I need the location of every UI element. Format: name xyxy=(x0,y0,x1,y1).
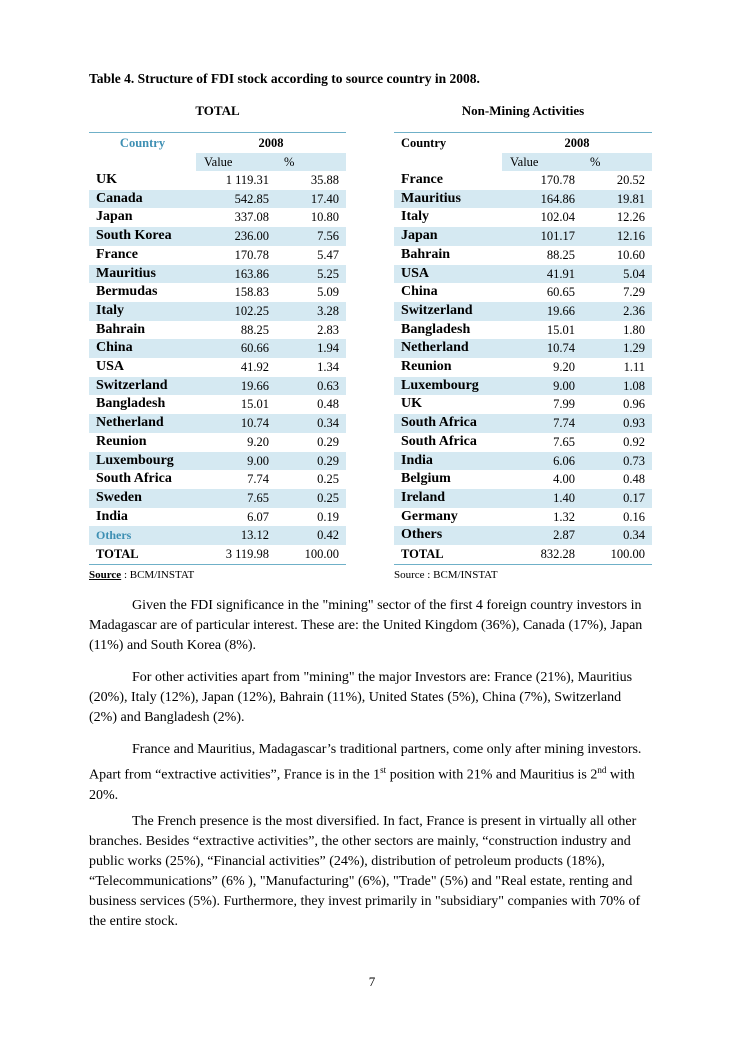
subheader-blank xyxy=(394,153,502,171)
others-percent: 0.34 xyxy=(623,528,645,543)
percent-cell: 2.83 xyxy=(317,322,339,337)
percent-cell: 1.94 xyxy=(317,341,339,356)
country-cell: Belgium xyxy=(401,471,451,487)
page-number: 7 xyxy=(368,974,376,989)
percent-cell: 12.26 xyxy=(616,210,645,225)
country-cell: Japan xyxy=(401,228,438,244)
table-row xyxy=(394,395,652,414)
percent-cell: 5.25 xyxy=(317,266,339,281)
table-row xyxy=(89,358,346,377)
paragraph-4 xyxy=(89,812,649,932)
right-table-source: Source : BCM/INSTAT xyxy=(394,569,498,581)
percent-cell: 0.25 xyxy=(317,490,339,505)
country-cell: Bangladesh xyxy=(401,321,471,337)
others-value: 2.87 xyxy=(553,528,575,543)
country-cell: Bangladesh xyxy=(96,396,166,412)
country-cell: Luxembourg xyxy=(96,452,174,468)
country-cell: Italy xyxy=(401,209,429,225)
table-row xyxy=(89,395,346,414)
country-cell: Netherland xyxy=(401,340,469,356)
value-cell: 60.65 xyxy=(546,285,575,300)
country-cell: India xyxy=(401,452,433,468)
value-cell: 1 119.31 xyxy=(225,173,269,187)
percent-cell: 1.29 xyxy=(623,341,645,356)
percent-cell: 17.40 xyxy=(310,191,339,206)
others-label: Others xyxy=(96,528,132,543)
table-row xyxy=(394,339,652,358)
country-cell: Japan xyxy=(96,209,133,225)
percent-cell: 0.92 xyxy=(623,434,645,449)
value-cell: 236.00 xyxy=(234,229,269,244)
value-header: Value xyxy=(196,153,276,171)
value-cell: 7.65 xyxy=(553,434,575,449)
percent-cell: 20.52 xyxy=(616,173,645,187)
total-percent: 100.00 xyxy=(610,547,645,562)
percent-cell: 5.09 xyxy=(317,285,339,300)
value-cell: 1.40 xyxy=(553,490,575,505)
table-row xyxy=(89,321,346,340)
superscript-st: st xyxy=(380,765,387,775)
country-cell: France xyxy=(96,246,138,262)
country-cell: UK xyxy=(96,172,117,187)
percent-cell: 5.04 xyxy=(623,266,645,281)
value-cell: 19.66 xyxy=(546,303,575,318)
table-row xyxy=(89,470,346,489)
value-cell: 102.04 xyxy=(540,210,575,225)
country-cell: Bermudas xyxy=(96,284,158,300)
percent-cell: 0.16 xyxy=(623,509,645,524)
country-cell: China xyxy=(401,284,438,300)
value-cell: 7.74 xyxy=(553,416,575,431)
value-cell: 170.78 xyxy=(234,247,269,262)
percent-cell: 5.47 xyxy=(317,247,339,262)
value-cell: 60.66 xyxy=(240,341,269,356)
value-cell: 9.00 xyxy=(553,378,575,393)
table-row xyxy=(89,171,346,190)
others-percent: 0.42 xyxy=(317,528,339,543)
table-header-row xyxy=(89,133,346,154)
percent-cell: 12.16 xyxy=(616,229,645,244)
country-cell: Mauritius xyxy=(96,265,156,281)
country-cell: Bahrain xyxy=(96,321,146,337)
table-row xyxy=(394,508,652,527)
percent-cell: 1.80 xyxy=(623,322,645,337)
value-cell: 9.00 xyxy=(247,453,269,468)
percent-cell: 0.29 xyxy=(317,434,339,449)
paragraph-3-text-a: France and Mauritius, Madagascar’s traditional partners, come only after mining investors. Apart from “extractive activities”, France is in the 1 xyxy=(89,742,642,783)
country-cell: South Africa xyxy=(401,433,477,449)
superscript-nd: nd xyxy=(597,765,607,775)
percent-cell: 0.73 xyxy=(623,453,645,468)
percent-cell: 1.11 xyxy=(623,360,645,375)
table-row xyxy=(89,414,346,433)
others-label: Others xyxy=(401,527,443,543)
table-row xyxy=(89,265,346,284)
value-cell: 6.06 xyxy=(553,453,575,468)
percent-cell: 0.48 xyxy=(317,397,339,412)
table-row xyxy=(89,508,346,527)
country-cell: South Africa xyxy=(401,415,477,431)
non-mining-fdi-table xyxy=(394,132,652,565)
country-cell: Reunion xyxy=(401,359,452,375)
percent-cell: 10.60 xyxy=(616,247,645,262)
year-header: 2008 xyxy=(564,136,590,150)
percent-cell: 0.96 xyxy=(623,397,645,412)
percent-cell: 2.36 xyxy=(623,303,645,318)
percent-cell: 7.56 xyxy=(317,229,339,244)
value-cell: 170.78 xyxy=(540,173,575,187)
value-cell: 88.25 xyxy=(240,322,269,337)
value-cell: 6.07 xyxy=(247,509,269,524)
value-cell: 1.32 xyxy=(553,509,575,524)
table-subheader-row xyxy=(394,153,652,171)
others-value: 13.12 xyxy=(240,528,269,543)
value-cell: 102.25 xyxy=(234,303,269,318)
value-cell: 15.01 xyxy=(240,397,269,412)
percent-cell: 0.25 xyxy=(317,472,339,487)
percent-cell: 0.17 xyxy=(623,490,645,505)
country-cell: Netherland xyxy=(96,415,164,431)
table-row xyxy=(89,283,346,302)
country-cell: USA xyxy=(401,265,430,281)
value-cell: 10.74 xyxy=(546,341,575,356)
table-row xyxy=(394,171,652,190)
paragraph-4-text: The French presence is the most diversified. In fact, France is present in virtually all other branches. Besides “extractive activities”, the other sectors are mainly, “construction industry and public works (25%), “Financial activities” (24%), distribution of petroleum products (18%), “Telecommunications” (6% ), "Manufacturing" (6%), "Trade" (5%) and "Real estate, renting and business services (5%). Furthermore, they invest primarily in "subsidiary" companies with 70% of the entire stock. xyxy=(89,814,641,929)
table-row xyxy=(394,302,652,321)
value-cell: 158.83 xyxy=(234,285,269,300)
percent-cell: 19.81 xyxy=(616,191,645,206)
percent-cell: 3.28 xyxy=(317,303,339,318)
country-cell: Sweden xyxy=(96,489,142,505)
country-cell: Italy xyxy=(96,302,124,318)
country-cell: France xyxy=(401,172,443,187)
country-cell: South Africa xyxy=(96,471,172,487)
country-cell: China xyxy=(96,340,133,356)
value-cell: 337.08 xyxy=(234,210,269,225)
table-row xyxy=(89,339,346,358)
value-cell: 9.20 xyxy=(247,434,269,449)
table-row xyxy=(89,227,346,246)
table-row xyxy=(394,246,652,265)
percent-header: % xyxy=(276,153,346,171)
country-cell: Canada xyxy=(96,190,143,206)
table-row xyxy=(394,358,652,377)
value-cell: 88.25 xyxy=(546,247,575,262)
table-row xyxy=(394,433,652,452)
percent-cell: 35.88 xyxy=(310,173,339,187)
value-cell: 164.86 xyxy=(540,191,575,206)
table-row xyxy=(89,302,346,321)
country-cell: South Korea xyxy=(96,228,172,244)
value-cell: 19.66 xyxy=(240,378,269,393)
country-cell: India xyxy=(96,508,128,524)
percent-header: % xyxy=(582,153,652,171)
table-row xyxy=(394,227,652,246)
total-fdi-table xyxy=(89,132,346,565)
total-label: TOTAL xyxy=(401,547,444,562)
others-row xyxy=(89,526,346,545)
table-row xyxy=(89,489,346,508)
country-header: Country xyxy=(119,136,166,150)
country-cell: Bahrain xyxy=(401,246,451,262)
value-cell: 7.74 xyxy=(247,472,269,487)
country-cell: Switzerland xyxy=(401,302,473,318)
right-table-caption: Non-Mining Activities xyxy=(461,103,585,118)
others-row xyxy=(394,526,652,545)
table-row xyxy=(89,208,346,227)
value-cell: 7.65 xyxy=(247,490,269,505)
value-cell: 15.01 xyxy=(546,322,575,337)
country-cell: USA xyxy=(96,359,125,375)
total-value: 832.28 xyxy=(540,547,575,562)
value-cell: 41.92 xyxy=(240,360,269,375)
table-row xyxy=(394,265,652,284)
total-label: TOTAL xyxy=(96,547,139,562)
table-row xyxy=(394,489,652,508)
total-value: 3 119.98 xyxy=(225,547,269,562)
table-title: Table 4. Structure of FDI stock according to source country in 2008. xyxy=(89,71,480,86)
paragraph-1-text: Given the FDI significance in the "mining" sector of the first 4 foreign country investors in Madagascar are of particular interest. These are: the United Kingdom (36%), Canada (17%), Japan (11%) and South Korea (8%). xyxy=(89,598,643,653)
country-cell: Switzerland xyxy=(96,377,168,393)
table-row xyxy=(394,414,652,433)
country-cell: Ireland xyxy=(401,489,446,505)
year-header: 2008 xyxy=(258,136,284,150)
percent-cell: 1.34 xyxy=(317,360,339,375)
percent-cell: 0.19 xyxy=(317,509,339,524)
country-cell: Germany xyxy=(401,508,458,524)
table-row xyxy=(394,190,652,209)
country-cell: Luxembourg xyxy=(401,377,479,393)
percent-cell: 0.93 xyxy=(623,416,645,431)
paragraph-3-text-b: position with 21% and Mauritius is 2 xyxy=(386,767,598,783)
table-row xyxy=(89,433,346,452)
left-table-caption: TOTAL xyxy=(195,103,240,118)
percent-cell: 0.63 xyxy=(317,378,339,393)
table-row xyxy=(89,246,346,265)
table-row xyxy=(394,452,652,471)
table-row xyxy=(89,377,346,396)
table-row xyxy=(394,321,652,340)
table-header-row xyxy=(394,133,652,154)
value-cell: 10.74 xyxy=(240,416,269,431)
country-cell: Mauritius xyxy=(401,190,461,206)
value-cell: 9.20 xyxy=(553,360,575,375)
value-cell: 101.17 xyxy=(540,229,575,244)
value-cell: 4.00 xyxy=(553,472,575,487)
value-cell: 41.91 xyxy=(546,266,575,281)
country-cell: UK xyxy=(401,396,422,412)
paragraph-2 xyxy=(89,668,649,728)
source-text: : BCM/INSTAT xyxy=(123,569,195,581)
total-row xyxy=(394,545,652,564)
paragraph-2-text: For other activities apart from "mining" the major Investors are: France (21%), Mauritius (20%), Italy (12%), Japan (12%), Bahrain (11%), United States (5%), China (7%), Switzerland (2%) and Bangladesh (2%). xyxy=(89,670,633,725)
percent-cell: 7.29 xyxy=(623,285,645,300)
value-cell: 542.85 xyxy=(234,191,269,206)
left-table-source xyxy=(89,569,194,581)
percent-cell: 0.29 xyxy=(317,453,339,468)
paragraph-3-text-c: with 20%. xyxy=(89,767,635,803)
percent-cell: 0.34 xyxy=(317,416,339,431)
value-cell: 163.86 xyxy=(234,266,269,281)
paragraph-3 xyxy=(89,740,649,806)
table-subheader-row xyxy=(89,153,346,171)
table-row xyxy=(89,190,346,209)
total-row xyxy=(89,545,346,564)
total-percent: 100.00 xyxy=(304,547,339,562)
value-cell: 7.99 xyxy=(553,397,575,412)
percent-cell: 0.48 xyxy=(623,472,645,487)
percent-cell: 1.08 xyxy=(623,378,645,393)
source-label: Source xyxy=(89,569,122,581)
country-cell: Reunion xyxy=(96,433,147,449)
table-row xyxy=(394,208,652,227)
subheader-blank xyxy=(89,153,196,171)
table-row xyxy=(89,452,346,471)
country-header: Country xyxy=(401,136,447,150)
table-row xyxy=(394,470,652,489)
percent-cell: 10.80 xyxy=(310,210,339,225)
table-row xyxy=(394,377,652,396)
value-header: Value xyxy=(502,153,582,171)
paragraph-1 xyxy=(89,596,649,656)
table-row xyxy=(394,283,652,302)
